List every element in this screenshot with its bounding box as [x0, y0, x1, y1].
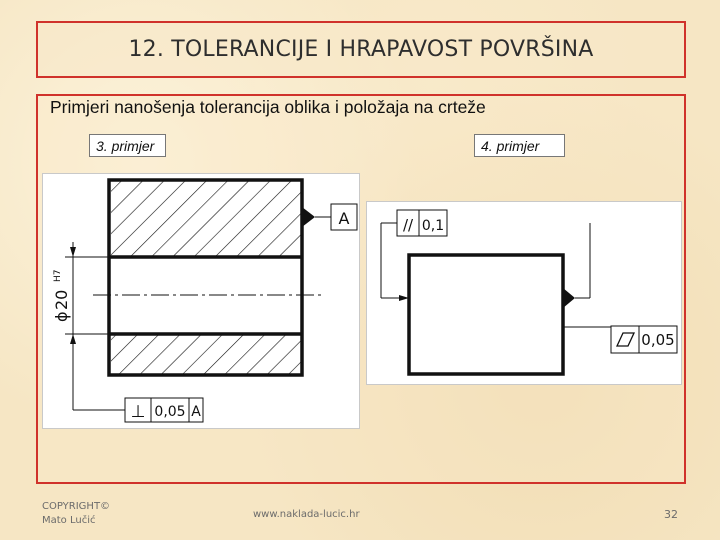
- fit-tolerance: H7: [53, 269, 63, 282]
- footer-website: www.naklada-lucic.hr: [253, 509, 360, 520]
- perpendicularity-datum: A: [191, 404, 201, 420]
- flatness-tolerance: 0,05: [641, 331, 675, 349]
- parallelism-tolerance: 0,1: [421, 218, 445, 234]
- copyright-line-2: Mato Lučić: [42, 515, 96, 526]
- example-3-svg: [43, 174, 361, 430]
- part-outline: [409, 255, 563, 374]
- example-4-drawing: [366, 201, 682, 385]
- perpendicularity-symbol: ⊥: [130, 402, 146, 422]
- slide-title: 12. TOLERANCIJE I HRAPAVOST POVRŠINA: [128, 37, 594, 62]
- lower-section-hatch: [111, 334, 301, 374]
- parallelism-symbol: //: [402, 216, 414, 234]
- datum-triangle: [302, 207, 315, 227]
- upper-section-hatch: [111, 181, 301, 257]
- slide-subtitle: Primjeri nanošenja tolerancija oblika i položaja na crteže: [50, 97, 486, 117]
- datum-triangle: [563, 288, 575, 308]
- datum-letter: A: [338, 209, 350, 228]
- footer-copyright: [42, 500, 110, 528]
- example-3-label: 3. primjer: [89, 134, 166, 157]
- page-number: 32: [664, 508, 678, 521]
- diameter-value: 20: [52, 289, 71, 310]
- example-4-svg: [367, 202, 683, 386]
- diameter-symbol: ϕ: [52, 311, 71, 322]
- perpendicularity-tolerance: 0,05: [154, 404, 186, 420]
- title-box: [36, 21, 686, 78]
- example-4-label: 4. primjer: [474, 134, 565, 157]
- copyright-line-1: COPYRIGHT©: [42, 501, 111, 512]
- example-3-drawing: [42, 173, 360, 429]
